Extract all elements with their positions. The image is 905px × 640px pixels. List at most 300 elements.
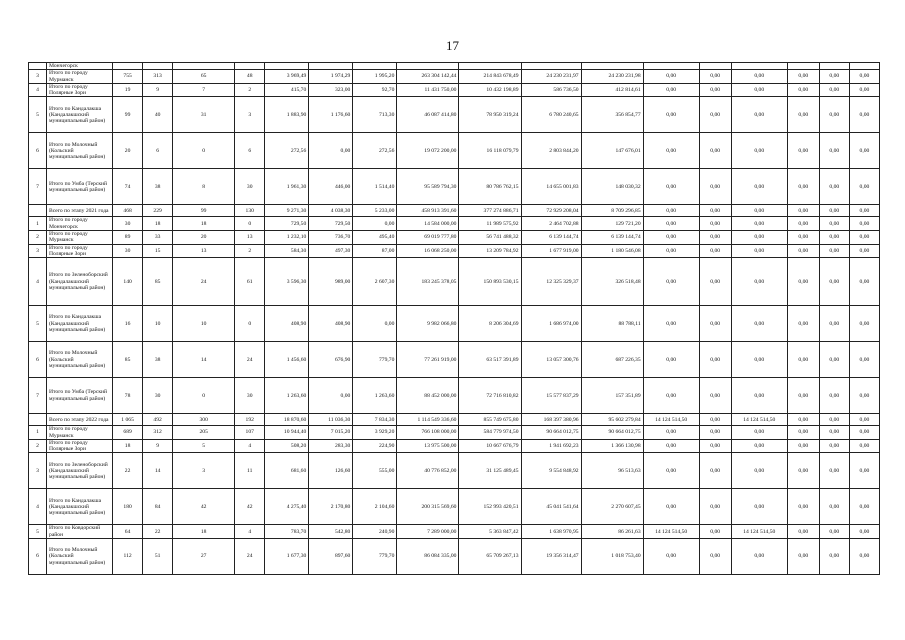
value-cell: 9 982 066,80 xyxy=(397,306,459,342)
value-cell: 1 114 549 336,60 xyxy=(397,414,459,426)
row-index-cell: 2 xyxy=(29,439,47,453)
value-cell xyxy=(353,63,397,70)
value-cell: 86 084 335,00 xyxy=(397,539,459,575)
value-cell: 0,00 xyxy=(699,205,731,217)
table-row xyxy=(29,231,880,245)
territory-name-cell: Итого по Молочный (Кольский муниципальный район) xyxy=(47,133,113,169)
territory-name-cell: Итого по Кандалакша (Кандалакшский муниципальный район) xyxy=(47,306,113,342)
value-cell: 0,00 xyxy=(699,83,731,97)
value-cell: 0,00 xyxy=(787,244,819,258)
value-cell: 0,00 xyxy=(819,378,849,414)
value-cell: 508,20 xyxy=(265,439,309,453)
value-cell: 0,00 xyxy=(699,525,731,539)
value-cell: 3 929,20 xyxy=(353,426,397,440)
value-cell: 0,00 xyxy=(699,231,731,245)
value-cell xyxy=(309,63,353,70)
value-cell: 0,00 xyxy=(787,489,819,525)
value-cell: 0,00 xyxy=(819,231,849,245)
value-cell: 0,00 xyxy=(731,205,787,217)
value-cell: 13 209 784,92 xyxy=(459,244,521,258)
value-cell xyxy=(819,63,849,70)
value-cell: 0,00 xyxy=(353,217,397,231)
value-cell: 0,00 xyxy=(819,258,849,306)
value-cell: 2 607,30 xyxy=(353,258,397,306)
value-cell: 468 xyxy=(113,205,143,217)
value-cell: 0,00 xyxy=(787,453,819,489)
value-cell: 0,00 xyxy=(699,489,731,525)
value-cell: 16 118 079,79 xyxy=(459,133,521,169)
value-cell: 157 351,89 xyxy=(581,378,643,414)
value-cell: 214 843 678,49 xyxy=(459,70,521,84)
value-cell: 0,00 xyxy=(731,439,787,453)
value-cell: 0,00 xyxy=(731,426,787,440)
value-cell: 0,00 xyxy=(849,205,879,217)
value-cell: 0,00 xyxy=(731,83,787,97)
value-cell: 9 xyxy=(143,439,173,453)
value-cell: 0,00 xyxy=(819,217,849,231)
value-cell: 65 709 267,13 xyxy=(459,539,521,575)
value-cell: 0,00 xyxy=(731,489,787,525)
value-cell: 0,00 xyxy=(849,426,879,440)
value-cell: 0,00 xyxy=(849,453,879,489)
value-cell: 6 139 144,74 xyxy=(521,231,581,245)
territory-name-cell: Итого по городу Полярные Зори xyxy=(47,439,113,453)
value-cell: 112 xyxy=(113,539,143,575)
value-cell: 40 xyxy=(143,97,173,133)
value-cell: 6 xyxy=(143,133,173,169)
table-row xyxy=(29,414,880,426)
value-cell: 12 325 329,37 xyxy=(521,258,581,306)
value-cell: 0 xyxy=(173,133,235,169)
value-cell: 80 786 762,15 xyxy=(459,169,521,205)
value-cell: 0,00 xyxy=(819,489,849,525)
row-index-cell: 7 xyxy=(29,378,47,414)
territory-name-cell: Итого по Молочный (Кольский муниципальный район) xyxy=(47,539,113,575)
value-cell: 0,00 xyxy=(731,342,787,378)
value-cell: 183 245 378,05 xyxy=(397,258,459,306)
value-cell: 783,70 xyxy=(265,525,309,539)
value-cell: 27 xyxy=(173,539,235,575)
territory-name-cell: Итого по Зеленоборский (Кандалакшский муниципальный район) xyxy=(47,453,113,489)
value-cell: 0 xyxy=(173,378,235,414)
value-cell: 45 041 541,64 xyxy=(521,489,581,525)
value-cell: 88 452 000,00 xyxy=(397,378,459,414)
value-cell: 33 xyxy=(143,231,173,245)
value-cell: 0,00 xyxy=(849,244,879,258)
value-cell: 0,00 xyxy=(643,439,699,453)
value-cell: 497,30 xyxy=(309,244,353,258)
value-cell: 0,00 xyxy=(819,169,849,205)
value-cell: 22 xyxy=(113,453,143,489)
value-cell: 48 xyxy=(235,70,265,84)
value-cell: 85 xyxy=(113,342,143,378)
value-cell: 0,00 xyxy=(699,414,731,426)
value-cell: 0,00 xyxy=(849,489,879,525)
value-cell: 377 274 886,71 xyxy=(459,205,521,217)
row-index-cell: 5 xyxy=(29,97,47,133)
value-cell: 408,90 xyxy=(309,306,353,342)
value-cell: 38 xyxy=(143,169,173,205)
value-cell xyxy=(397,63,459,70)
value-cell: 0,00 xyxy=(849,525,879,539)
value-cell: 1 995,20 xyxy=(353,70,397,84)
value-cell: 0,00 xyxy=(643,342,699,378)
value-cell: 0,00 xyxy=(643,83,699,97)
row-index-cell xyxy=(29,205,47,217)
table-row xyxy=(29,133,880,169)
value-cell: 6 xyxy=(235,133,265,169)
value-cell: 0,00 xyxy=(643,244,699,258)
value-cell xyxy=(143,63,173,70)
territory-name-cell: Итого по Ковдорский район xyxy=(47,525,113,539)
value-cell: 0,00 xyxy=(643,169,699,205)
value-cell: 19 356 314,47 xyxy=(521,539,581,575)
value-cell: 40 776 852,00 xyxy=(397,453,459,489)
value-cell: 22 xyxy=(143,525,173,539)
table-row xyxy=(29,426,880,440)
value-cell: 0,00 xyxy=(731,539,787,575)
value-cell: 13 057 300,76 xyxy=(521,342,581,378)
value-cell: 300 xyxy=(173,414,235,426)
value-cell: 3 969,49 xyxy=(265,70,309,84)
value-cell: 415,70 xyxy=(265,83,309,97)
value-cell: 0,00 xyxy=(699,342,731,378)
value-cell: 95 589 794,30 xyxy=(397,169,459,205)
territory-name-cell: Мончегорск xyxy=(47,63,113,70)
value-cell xyxy=(235,63,265,70)
value-cell: 192 xyxy=(235,414,265,426)
value-cell: 2 170,80 xyxy=(309,489,353,525)
value-cell: 95 602 279,84 xyxy=(581,414,643,426)
value-cell: 0,00 xyxy=(643,70,699,84)
value-cell: 5 363 847,42 xyxy=(459,525,521,539)
value-cell: 0,00 xyxy=(699,217,731,231)
value-cell: 1 974,29 xyxy=(309,70,353,84)
row-index-cell: 6 xyxy=(29,539,47,575)
value-cell: 0,00 xyxy=(643,426,699,440)
value-cell: 0,00 xyxy=(849,231,879,245)
value-cell: 148 030,32 xyxy=(581,169,643,205)
value-cell: 0,00 xyxy=(643,205,699,217)
value-cell: 0,00 xyxy=(787,83,819,97)
value-cell: 14 655 001,83 xyxy=(521,169,581,205)
value-cell: 9 xyxy=(143,83,173,97)
value-cell: 0,00 xyxy=(699,70,731,84)
value-cell: 24 xyxy=(173,258,235,306)
table-row xyxy=(29,70,880,84)
value-cell: 0,00 xyxy=(699,133,731,169)
value-cell: 1 366 130,98 xyxy=(581,439,643,453)
value-cell: 1 176,60 xyxy=(309,97,353,133)
value-cell: 4 xyxy=(235,525,265,539)
value-cell: 0,00 xyxy=(819,453,849,489)
value-cell: 65 xyxy=(173,70,235,84)
value-cell: 84 xyxy=(143,489,173,525)
value-cell: 96 513,63 xyxy=(581,453,643,489)
table-row xyxy=(29,378,880,414)
value-cell: 2 xyxy=(235,244,265,258)
value-cell: 14 584 000,00 xyxy=(397,217,459,231)
value-cell: 312 xyxy=(143,426,173,440)
value-cell: 0,00 xyxy=(699,169,731,205)
value-cell: 0,00 xyxy=(731,231,787,245)
value-cell: 14 124 514,50 xyxy=(731,414,787,426)
value-cell: 0,00 xyxy=(353,306,397,342)
value-cell: 0 xyxy=(235,306,265,342)
value-cell: 205 xyxy=(173,426,235,440)
value-cell: 10 xyxy=(143,306,173,342)
value-cell: 0,00 xyxy=(849,70,879,84)
value-cell: 1 180 546,08 xyxy=(581,244,643,258)
value-cell: 1 686 974,00 xyxy=(521,306,581,342)
value-cell: 1 263,60 xyxy=(353,378,397,414)
value-cell: 412 814,61 xyxy=(581,83,643,97)
value-cell: 755 xyxy=(113,70,143,84)
value-cell: 0,00 xyxy=(643,378,699,414)
territory-name-cell: Итого по Зеленоборский (Кандалакшский муниципальный район) xyxy=(47,258,113,306)
value-cell: 0,00 xyxy=(819,525,849,539)
value-cell: 0,00 xyxy=(787,342,819,378)
row-index-cell xyxy=(29,414,47,426)
value-cell: 88 788,11 xyxy=(581,306,643,342)
value-cell: 4 xyxy=(235,439,265,453)
value-cell: 99 xyxy=(113,97,143,133)
row-index-cell: 3 xyxy=(29,453,47,489)
value-cell: 0,00 xyxy=(787,205,819,217)
table-row xyxy=(29,525,880,539)
value-cell: 14 124 514,50 xyxy=(731,525,787,539)
value-cell: 8 206 304,69 xyxy=(459,306,521,342)
value-cell: 6 780 240,65 xyxy=(521,97,581,133)
value-cell: 85 xyxy=(143,258,173,306)
value-cell: 0,00 xyxy=(643,217,699,231)
value-cell: 989,00 xyxy=(309,258,353,306)
value-cell: 272,56 xyxy=(265,133,309,169)
page-number: 17 xyxy=(446,38,459,53)
value-cell: 0,00 xyxy=(643,133,699,169)
value-cell: 0,00 xyxy=(643,489,699,525)
value-cell: 13 xyxy=(235,231,265,245)
value-cell: 0,00 xyxy=(849,439,879,453)
value-cell: 0,00 xyxy=(731,217,787,231)
value-cell: 323,00 xyxy=(309,83,353,97)
value-cell: 3 xyxy=(235,97,265,133)
value-cell: 31 xyxy=(173,97,235,133)
value-cell: 74 xyxy=(113,169,143,205)
value-cell: 1 677 919,00 xyxy=(521,244,581,258)
value-cell: 0,00 xyxy=(819,244,849,258)
value-cell: 0,00 xyxy=(731,97,787,133)
value-cell: 0,00 xyxy=(731,70,787,84)
value-cell: 10 944,40 xyxy=(265,426,309,440)
table-row xyxy=(29,169,880,205)
value-cell: 779,70 xyxy=(353,342,397,378)
value-cell: 92,70 xyxy=(353,83,397,97)
value-cell: 0,00 xyxy=(699,97,731,133)
value-cell: 0,00 xyxy=(787,217,819,231)
value-cell: 0,00 xyxy=(819,306,849,342)
value-cell: 0,00 xyxy=(787,169,819,205)
value-cell: 30 xyxy=(235,378,265,414)
value-cell: 0,00 xyxy=(731,258,787,306)
value-cell: 0,00 xyxy=(787,70,819,84)
value-cell: 713,30 xyxy=(353,97,397,133)
value-cell: 20 xyxy=(113,133,143,169)
value-cell: 89 xyxy=(113,231,143,245)
value-cell: 1 883,90 xyxy=(265,97,309,133)
value-cell: 19 072 200,00 xyxy=(397,133,459,169)
value-cell: 0,00 xyxy=(731,169,787,205)
value-cell: 107 xyxy=(235,426,265,440)
row-index-cell: 4 xyxy=(29,489,47,525)
row-index-cell: 4 xyxy=(29,83,47,97)
data-table xyxy=(28,62,880,575)
value-cell: 4 275,40 xyxy=(265,489,309,525)
value-cell: 0,00 xyxy=(699,439,731,453)
table-row xyxy=(29,342,880,378)
territory-name-cell: Итого по Умба (Терский муниципальный район) xyxy=(47,169,113,205)
territory-name-cell: Итого по Кандалакша (Кандалакшский муниципальный район) xyxy=(47,489,113,525)
value-cell: 0,00 xyxy=(849,414,879,426)
value-cell: 3 xyxy=(173,453,235,489)
value-cell: 24 xyxy=(235,342,265,378)
territory-name-cell: Итого по городу Полярные Зори xyxy=(47,83,113,97)
value-cell: 56 741 488,32 xyxy=(459,231,521,245)
value-cell: 69 019 777,80 xyxy=(397,231,459,245)
value-cell: 30 xyxy=(113,244,143,258)
value-cell: 0,00 xyxy=(819,205,849,217)
value-cell: 0,00 xyxy=(819,439,849,453)
value-cell: 0,00 xyxy=(699,539,731,575)
value-cell: 240,90 xyxy=(353,525,397,539)
value-cell: 13 xyxy=(173,244,235,258)
value-cell: 0,00 xyxy=(643,306,699,342)
value-cell: 2 xyxy=(235,83,265,97)
value-cell: 7 289 000,00 xyxy=(397,525,459,539)
value-cell: 1 961,30 xyxy=(265,169,309,205)
value-cell: 0,00 xyxy=(849,306,879,342)
value-cell: 7 834,30 xyxy=(353,414,397,426)
row-index-cell xyxy=(29,63,47,70)
value-cell: 0,00 xyxy=(849,342,879,378)
value-cell: 224,90 xyxy=(353,439,397,453)
value-cell: 78 xyxy=(113,378,143,414)
value-cell: 0,00 xyxy=(643,231,699,245)
value-cell: 0,00 xyxy=(787,378,819,414)
value-cell: 18 xyxy=(173,217,235,231)
value-cell: 229 xyxy=(143,205,173,217)
value-cell: 0,00 xyxy=(819,426,849,440)
value-cell: 555,00 xyxy=(353,453,397,489)
value-cell: 19 xyxy=(113,83,143,97)
value-cell: 0,00 xyxy=(643,97,699,133)
value-cell: 0,00 xyxy=(309,133,353,169)
value-cell: 0,00 xyxy=(731,306,787,342)
territory-name-cell: Итого по городу Мурманск xyxy=(47,231,113,245)
table-row xyxy=(29,217,880,231)
value-cell: 1 065 xyxy=(113,414,143,426)
value-cell: 10 xyxy=(173,306,235,342)
value-cell xyxy=(459,63,521,70)
value-cell: 586 736,50 xyxy=(521,83,581,97)
value-cell: 6 139 144,74 xyxy=(581,231,643,245)
value-cell: 1 456,60 xyxy=(265,342,309,378)
value-cell: 2 104,60 xyxy=(353,489,397,525)
table-row xyxy=(29,63,880,70)
value-cell: 0,00 xyxy=(731,244,787,258)
value-cell: 0,00 xyxy=(849,97,879,133)
value-cell: 2 270 607,45 xyxy=(581,489,643,525)
territory-name-cell: Итого по Кандалакша (Кандалакшский муниципальный район) xyxy=(47,97,113,133)
value-cell: 16 xyxy=(113,306,143,342)
value-cell: 263 304 142,44 xyxy=(397,70,459,84)
row-index-cell: 5 xyxy=(29,525,47,539)
value-cell: 72 716 810,82 xyxy=(459,378,521,414)
value-cell: 584,30 xyxy=(265,244,309,258)
value-cell: 42 xyxy=(173,489,235,525)
value-cell: 150 893 530,15 xyxy=(459,258,521,306)
row-index-cell: 4 xyxy=(29,258,47,306)
value-cell: 0,00 xyxy=(643,539,699,575)
value-cell: 7 015,20 xyxy=(309,426,353,440)
value-cell: 0,00 xyxy=(819,97,849,133)
value-cell xyxy=(731,63,787,70)
value-cell: 30 xyxy=(113,217,143,231)
value-cell: 0,00 xyxy=(699,306,731,342)
value-cell: 16 068 250,00 xyxy=(397,244,459,258)
value-cell: 30 xyxy=(143,378,173,414)
value-cell: 72 929 208,04 xyxy=(521,205,581,217)
value-cell: 0,00 xyxy=(819,133,849,169)
value-cell: 11 036,30 xyxy=(309,414,353,426)
row-index-cell: 5 xyxy=(29,306,47,342)
table-row xyxy=(29,244,880,258)
territory-name-cell: Всего по этапу 2021 года xyxy=(47,205,113,217)
value-cell: 42 xyxy=(235,489,265,525)
value-cell: 0,00 xyxy=(787,231,819,245)
row-index-cell: 1 xyxy=(29,426,47,440)
value-cell: 11 431 750,00 xyxy=(397,83,459,97)
value-cell: 0,00 xyxy=(849,539,879,575)
value-cell: 492 xyxy=(143,414,173,426)
value-cell xyxy=(173,63,235,70)
data-table-container xyxy=(28,62,880,575)
value-cell: 681,60 xyxy=(265,453,309,489)
value-cell: 687 226,35 xyxy=(581,342,643,378)
value-cell: 15 577 837,29 xyxy=(521,378,581,414)
value-cell: 729,50 xyxy=(309,217,353,231)
value-cell: 24 230 231,98 xyxy=(581,70,643,84)
value-cell: 10 432 198,89 xyxy=(459,83,521,97)
value-cell: 3 596,30 xyxy=(265,258,309,306)
value-cell xyxy=(699,63,731,70)
value-cell: 1 677,30 xyxy=(265,539,309,575)
table-row xyxy=(29,205,880,217)
territory-name-cell: Итого по городу Мурманск xyxy=(47,70,113,84)
value-cell: 1 638 970,95 xyxy=(521,525,581,539)
value-cell: 0,00 xyxy=(731,133,787,169)
value-cell: 5 233,00 xyxy=(353,205,397,217)
value-cell: 87,00 xyxy=(353,244,397,258)
territory-name-cell: Итого по Умба (Терский муниципальный район) xyxy=(47,378,113,414)
value-cell: 495,40 xyxy=(353,231,397,245)
value-cell: 9 271,30 xyxy=(265,205,309,217)
value-cell: 51 xyxy=(143,539,173,575)
value-cell: 14 124 514,50 xyxy=(643,525,699,539)
value-cell xyxy=(849,63,879,70)
row-index-cell: 3 xyxy=(29,70,47,84)
value-cell: 200 315 569,60 xyxy=(397,489,459,525)
